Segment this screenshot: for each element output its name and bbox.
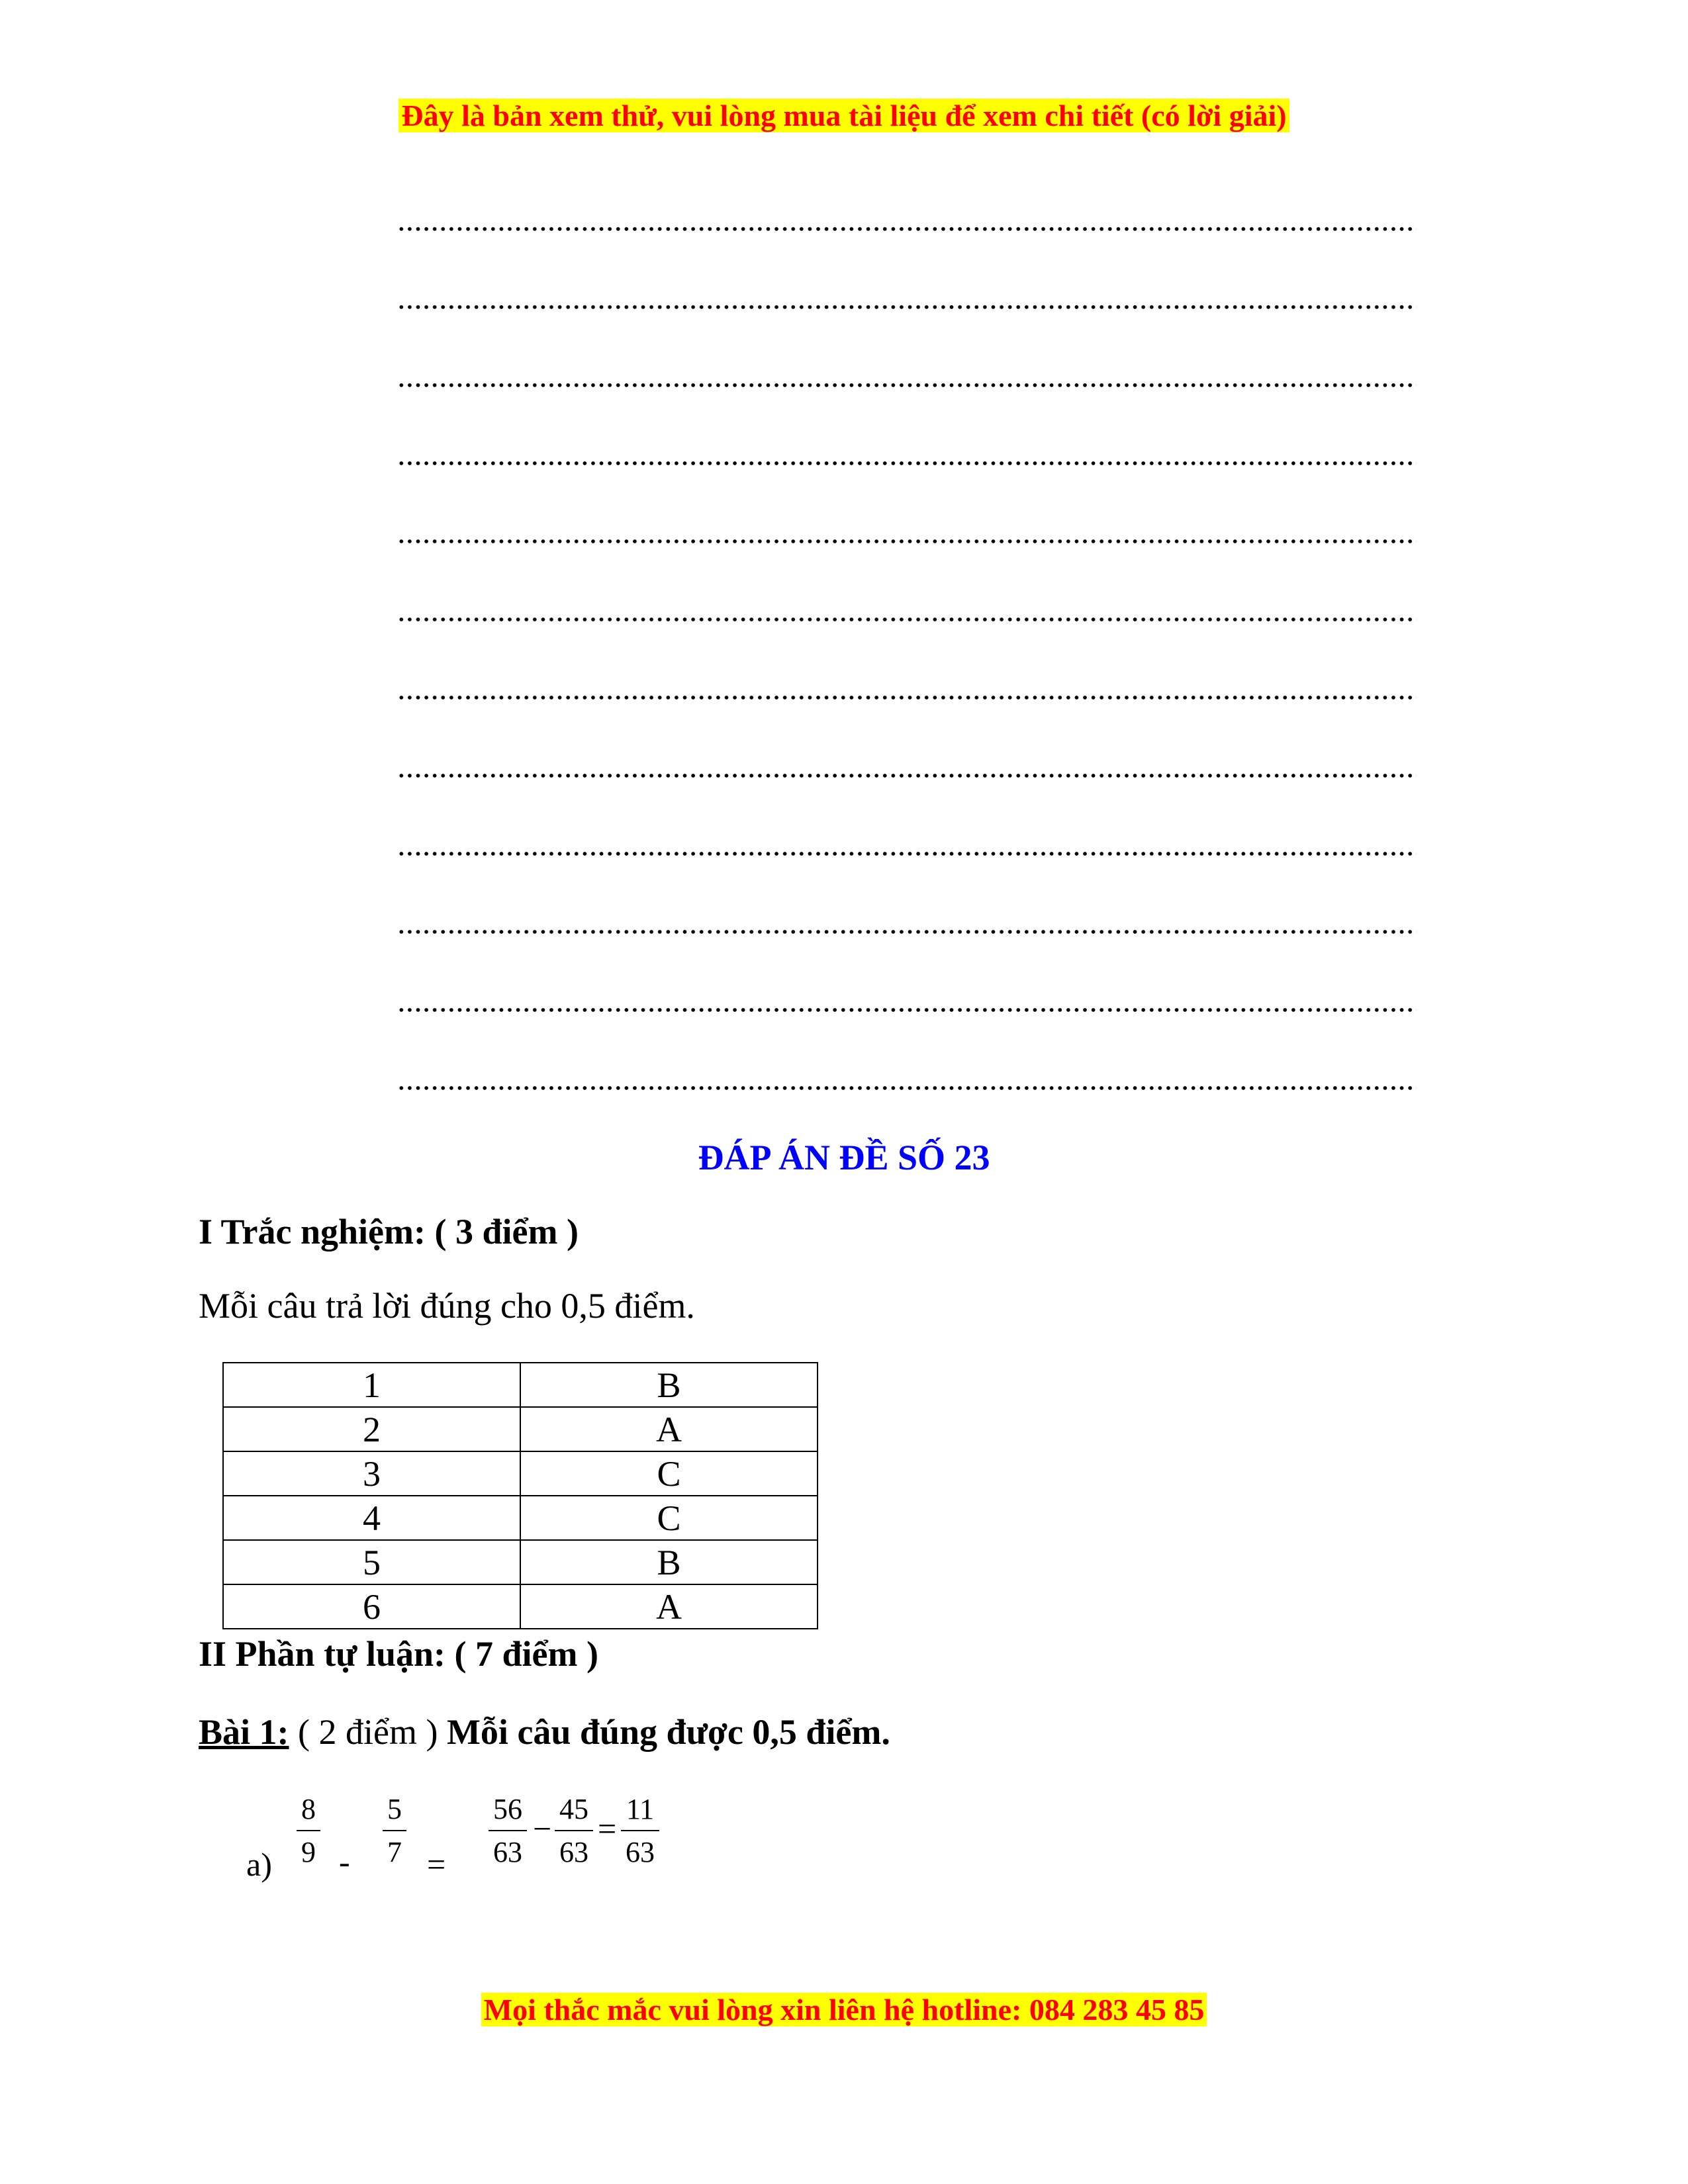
section-multiple-choice-heading: I Trắc nghiệm: ( 3 điểm ) [199, 1212, 579, 1251]
fraction-56-63: $\frac{56}{63}$ [489, 1792, 527, 1869]
equals-sign: = [598, 1810, 617, 1847]
answer-dotted-line [397, 1086, 1417, 1090]
table-row [223, 1540, 818, 1584]
answer-dotted-line [397, 617, 1417, 621]
answer-dotted-line [397, 696, 1417, 700]
fraction-11-63: $\frac{11}{63}$ [621, 1792, 659, 1869]
exercise-1-heading [199, 1711, 890, 1752]
answer-cell: B [520, 1363, 818, 1407]
answer-cell: B [520, 1540, 818, 1584]
math-part-label: a) [246, 1846, 272, 1883]
equals-sign: = [427, 1846, 446, 1883]
answer-dotted-line [397, 774, 1417, 778]
answer-cell: C [520, 1496, 818, 1540]
answer-key-title: ĐÁP ÁN ĐỀ SỐ 23 [698, 1138, 990, 1177]
preview-notice-text: Đây là bản xem thử, vui lòng mua tài liệu để xem chi tiết (có lời giải) [399, 99, 1289, 132]
question-number-cell: 4 [223, 1496, 520, 1540]
table-row [223, 1407, 818, 1451]
minus-sign: - [339, 1843, 350, 1880]
hotline-banner [0, 1992, 1688, 2027]
exercise-1-note: Mỗi câu đúng được 0,5 điểm. [446, 1712, 890, 1752]
preview-notice-banner [0, 98, 1688, 133]
answer-dotted-line [397, 930, 1417, 934]
exercise-1-points: ( 2 điểm ) [289, 1712, 447, 1752]
minus-sign: − [533, 1810, 552, 1847]
answer-dotted-line [397, 1008, 1417, 1012]
table-row [223, 1451, 818, 1496]
fraction-45-63: $\frac{45}{63}$ [555, 1792, 593, 1869]
answer-dotted-line [397, 461, 1417, 465]
question-number-cell: 5 [223, 1540, 520, 1584]
question-number-cell: 2 [223, 1407, 520, 1451]
answer-dotted-line [397, 305, 1417, 309]
answer-table [222, 1362, 818, 1629]
question-number-cell: 1 [223, 1363, 520, 1407]
answer-dotted-line [397, 227, 1417, 231]
answer-cell: A [520, 1407, 818, 1451]
hotline-text: Mọi thắc mắc vui lòng xin liên hệ hotline: 084 283 45 85 [481, 1993, 1207, 2026]
fraction-8-9: $\frac{8}{9}$ [297, 1792, 320, 1869]
answer-cell: C [520, 1451, 818, 1496]
fraction-5-7: $\frac{5}{7}$ [383, 1792, 406, 1869]
question-number-cell: 3 [223, 1451, 520, 1496]
table-row [223, 1363, 818, 1407]
answer-dotted-line [397, 539, 1417, 543]
table-row [223, 1496, 818, 1540]
scoring-instruction: Mỗi câu trả lời đúng cho 0,5 điểm. [199, 1286, 695, 1326]
answer-dotted-line [397, 852, 1417, 856]
question-number-cell: 6 [223, 1584, 520, 1629]
table-row [223, 1584, 818, 1629]
answer-cell: A [520, 1584, 818, 1629]
exercise-1-label: Bài 1: [199, 1712, 289, 1752]
answer-dotted-line [397, 383, 1417, 387]
section-essay-heading: II Phần tự luận: ( 7 điểm ) [199, 1634, 598, 1674]
